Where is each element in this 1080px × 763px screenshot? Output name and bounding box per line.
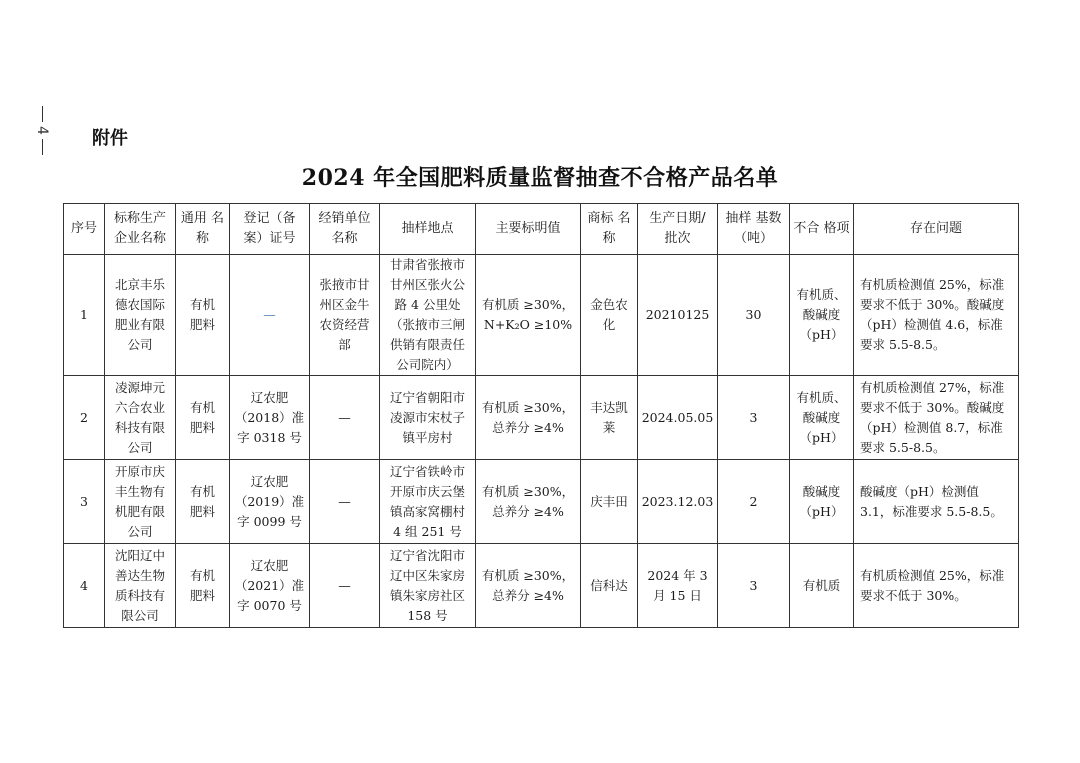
cell-sampling-location: 辽宁省铁岭市 开原市庆云堡 镇高家窝棚村 4 组 251 号 <box>380 460 476 544</box>
header-labeled-value: 主要标明值 <box>476 204 581 255</box>
cell-sampling-base: 30 <box>718 255 790 376</box>
header-brand: 商标 名称 <box>581 204 638 255</box>
cell-dealer: — <box>310 544 380 628</box>
cell-company: 开原市庆 丰生物有 机肥有限 公司 <box>105 460 176 544</box>
cell-no: 3 <box>64 460 105 544</box>
cell-registration-no: 辽农肥 （2021）准 字 0070 号 <box>230 544 310 628</box>
cell-no: 4 <box>64 544 105 628</box>
cell-brand: 丰达凯 莱 <box>581 376 638 460</box>
table-row <box>64 544 1019 628</box>
cell-company: 北京丰乐 德农国际 肥业有限 公司 <box>105 255 176 376</box>
header-production-date: 生产日期/ 批次 <box>638 204 718 255</box>
cell-brand: 庆丰田 <box>581 460 638 544</box>
cell-generic-name: 有机 肥料 <box>176 376 230 460</box>
cell-registration-no: — <box>230 255 310 376</box>
header-failed-item: 不合 格项 <box>790 204 854 255</box>
table-row <box>64 255 1019 376</box>
nonconforming-products-table <box>63 203 1019 628</box>
cell-brand: 信科达 <box>581 544 638 628</box>
cell-generic-name: 有机 肥料 <box>176 460 230 544</box>
cell-registration-no: 辽农肥 （2018）准 字 0318 号 <box>230 376 310 460</box>
cell-production-date: 20210125 <box>638 255 718 376</box>
header-dealer: 经销单位 名称 <box>310 204 380 255</box>
document-title: 2024 年全国肥料质量监督抽查不合格产品名单 <box>301 165 779 191</box>
cell-dealer: 张掖市甘 州区金牛 农资经营 部 <box>310 255 380 376</box>
cell-dealer: — <box>310 460 380 544</box>
cell-sampling-base: 3 <box>718 376 790 460</box>
cell-problem: 有机质检测值 27%，标准要求不低于 30%。酸碱度（pH）检测值 8.7，标准要求 5.5-8.5。 <box>854 376 1019 460</box>
cell-failed-item: 酸碱度 （pH） <box>790 460 854 544</box>
cell-company: 凌源坤元 六合农业 科技有限 公司 <box>105 376 176 460</box>
cell-generic-name: 有机 肥料 <box>176 544 230 628</box>
cell-labeled-value: 有机质 ≥30%， N+K₂O ≥10% <box>476 255 581 376</box>
cell-generic-name: 有机 肥料 <box>176 255 230 376</box>
cell-sampling-location: 辽宁省沈阳市 辽中区朱家房 镇朱家房社区 158 号 <box>380 544 476 628</box>
cell-problem: 有机质检测值 25%，标准要求不低于 30%。酸碱度（pH）检测值 4.6，标准要求 5.5-8.5。 <box>854 255 1019 376</box>
table-row <box>64 376 1019 460</box>
header-registration-no: 登记（备 案）证号 <box>230 204 310 255</box>
cell-sampling-base: 2 <box>718 460 790 544</box>
cell-production-date: 2024.05.05 <box>638 376 718 460</box>
annex-label: 附件 <box>92 128 128 149</box>
header-company: 标称生产 企业名称 <box>105 204 176 255</box>
cell-problem: 酸碱度（pH）检测值 3.1，标准要求 5.5-8.5。 <box>854 460 1019 544</box>
cell-no: 2 <box>64 376 105 460</box>
header-problem: 存在问题 <box>854 204 1019 255</box>
header-no: 序号 <box>64 204 105 255</box>
header-sampling-location: 抽样地点 <box>380 204 476 255</box>
cell-labeled-value: 有机质 ≥30%， 总养分 ≥4% <box>476 544 581 628</box>
cell-production-date: 2023.12.03 <box>638 460 718 544</box>
cell-registration-no: 辽农肥 （2019）准 字 0099 号 <box>230 460 310 544</box>
cell-labeled-value: 有机质 ≥30%， 总养分 ≥4% <box>476 376 581 460</box>
cell-sampling-location: 辽宁省朝阳市 凌源市宋杖子 镇平房村 <box>380 376 476 460</box>
header-generic-name: 通用 名称 <box>176 204 230 255</box>
table-row <box>64 460 1019 544</box>
cell-brand: 金色农 化 <box>581 255 638 376</box>
cell-dealer: — <box>310 376 380 460</box>
cell-sampling-base: 3 <box>718 544 790 628</box>
cell-company: 沈阳辽中 善达生物 质科技有 限公司 <box>105 544 176 628</box>
page-number-marker <box>33 106 51 155</box>
cell-no: 1 <box>64 255 105 376</box>
cell-production-date: 2024 年 3 月 15 日 <box>638 544 718 628</box>
cell-failed-item: 有机质、 酸碱度 （pH） <box>790 376 854 460</box>
header-sampling-base: 抽样 基数（吨） <box>718 204 790 255</box>
cell-failed-item: 有机质 <box>790 544 854 628</box>
page-marker-dash-top <box>42 106 43 122</box>
page-marker-dash-bottom <box>42 139 43 155</box>
table-header-row <box>64 204 1019 255</box>
cell-problem: 有机质检测值 25%，标准要求不低于 30%。 <box>854 544 1019 628</box>
page-number: 4 <box>34 126 50 135</box>
cell-sampling-location: 甘肃省张掖市 甘州区张火公 路 4 公里处 （张掖市三闸 供销有限责任 公司院内） <box>380 255 476 376</box>
cell-failed-item: 有机质、 酸碱度 （pH） <box>790 255 854 376</box>
cell-labeled-value: 有机质 ≥30%， 总养分 ≥4% <box>476 460 581 544</box>
